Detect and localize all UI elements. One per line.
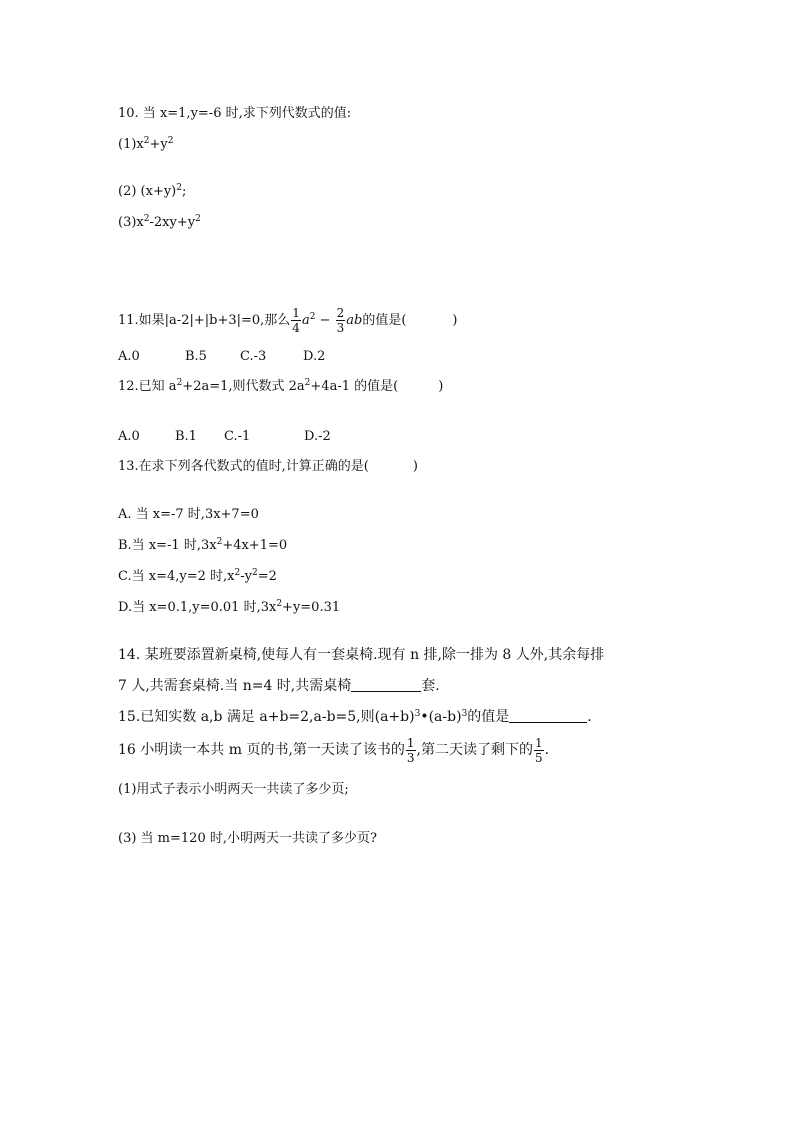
q13-option-b: B.当 x=-1 时$,3x^2+4x+1=0$ bbox=[118, 537, 288, 553]
q14-answer-blank[interactable] bbox=[351, 677, 421, 692]
q10-part1: $(1)x^2+y^2$ bbox=[118, 136, 174, 152]
q11-option-d: D.2 bbox=[303, 349, 326, 364]
q11-fraction-2: $\frac{2}{3}$ bbox=[336, 306, 345, 335]
q11-option-c: C.-3 bbox=[240, 349, 267, 364]
q16-fraction-2: $\frac{1}{5}$ bbox=[534, 735, 543, 765]
q14-line-1: 14. 某班要添置新桌椅,使每人有一套桌椅.现有 n 排,除一排为 8 人外,其余每排 bbox=[118, 647, 605, 663]
q14-line-2: 7 人,共需套桌椅.当 n=4 时,共需桌椅 套. bbox=[118, 678, 440, 694]
q13-option-d: D.当 x=0.1,y=0.01 时$,3x^2+y=0.31$ bbox=[118, 599, 341, 615]
q16-stem: 16 小明读一本共 m 页的书,第一天读了该书的 $\frac{1}{3}$ ,第二天读了剩下的 $\frac{1}{5}$ . bbox=[118, 735, 550, 765]
q13-stem: 13.在求下列各代数式的值时,计算正确的是( ) bbox=[118, 459, 418, 474]
q11-stem: 11.如果|a-2|+|b+3|=0,那么 $\frac{1}{4}$ $a^2$ − $\frac{2}{3}$ ab的值是( ) bbox=[118, 306, 458, 335]
q15-stem: 15.已知实数 a,b 满足 a+b=2,a-b=5,则$(a+b)^3•(a-b)^3$的值是 . bbox=[118, 709, 592, 725]
q11-option-a: A.0 bbox=[118, 349, 140, 364]
q12-stem: 12.已知 $a^2+2a=1$,则代数式 $2a^2+4a-1$ 的值是( ) bbox=[118, 378, 444, 394]
q16-part1: (1)用式子表示小明两天一共读了多少页; bbox=[118, 782, 349, 797]
q13-option-a: A. 当 x=-7 时,3x+7=0 bbox=[118, 507, 259, 522]
q10-part3: $(3)x^2-2xy+y^2$ bbox=[118, 214, 201, 230]
q15-answer-blank[interactable] bbox=[509, 708, 587, 723]
q10-part2: (2) $(x+y)^2$; bbox=[118, 183, 187, 199]
q16-fraction-1: $\frac{1}{3}$ bbox=[406, 735, 415, 765]
q16-part3: (3) 当 m=120 时,小明两天一共读了多少页? bbox=[118, 831, 377, 846]
q10-stem: 10. 当 x=1,y=-6 时,求下列代数式的值: bbox=[118, 106, 352, 121]
q12-option-b: B.1 bbox=[175, 429, 197, 444]
q12-option-a: A.0 bbox=[118, 429, 140, 444]
q11-fraction-1: $\frac{1}{4}$ bbox=[292, 306, 300, 335]
q12-option-d: D.-2 bbox=[304, 429, 331, 444]
q12-option-c: C.-1 bbox=[224, 429, 251, 444]
q13-option-c: C.当 x=4,y=2 时$,x^2-y^2=2$ bbox=[118, 568, 277, 584]
q11-option-b: B.5 bbox=[185, 349, 207, 364]
